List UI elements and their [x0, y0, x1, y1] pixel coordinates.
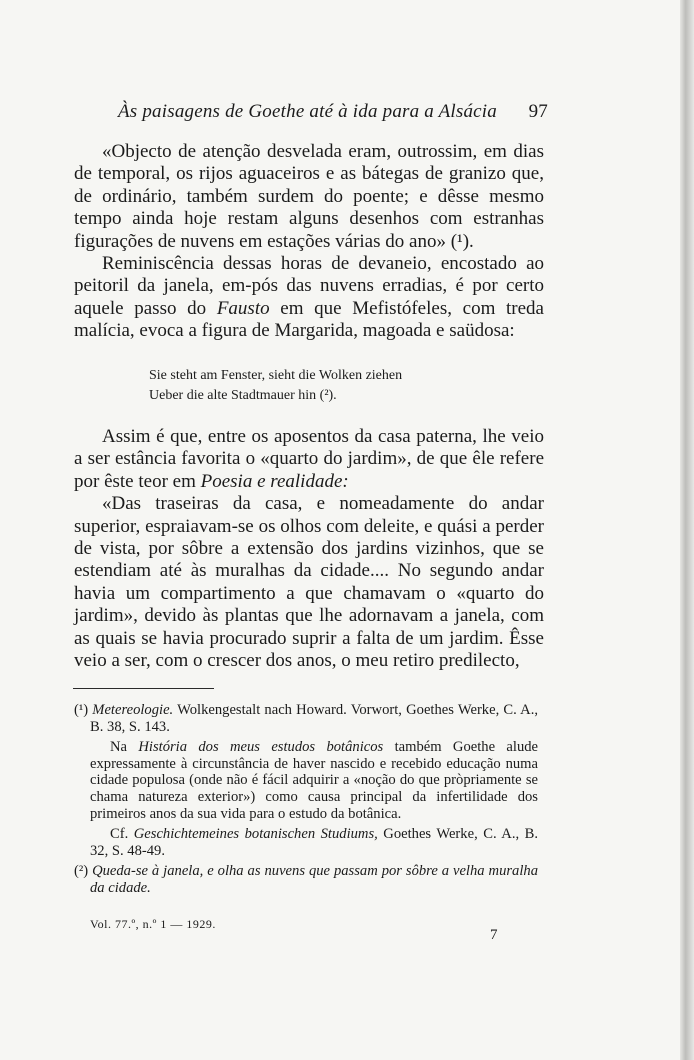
footnote-2	[74, 863, 538, 896]
verse-quotation	[149, 366, 509, 406]
paragraph-garden-room	[74, 426, 544, 493]
footnote-1-continuation	[90, 739, 538, 822]
footnote-1c-text-b: Goethes Werke, C. A., B. 32, S. 48-49.	[90, 826, 539, 859]
main-text-lower	[74, 426, 544, 672]
faust-title: Fausto	[216, 297, 270, 319]
footnotes	[74, 702, 539, 901]
footnote-1-cf	[90, 826, 538, 859]
signature-line	[90, 913, 550, 943]
main-text-upper	[74, 141, 544, 343]
footnote-2-mark: (²)	[74, 863, 89, 880]
verse-line-2: Ueber die alte Stadtmauer hin (²).	[149, 388, 337, 403]
footnote-1c-title: Geschichtemeines botanischen Studiums,	[133, 826, 378, 843]
page-number: 97	[528, 101, 548, 122]
footnote-rule	[73, 688, 214, 689]
footnote-1b-title: História dos meus estudos botânicos	[138, 739, 384, 756]
footnote-1b-text-a: Na	[110, 739, 139, 756]
footnote-1b-text-b: também Goethe alude expressamente à circunstância de haver nascido e recebido educação numa cidade populosa (onde não é fácil adquirir a «noção do que pròpriamente se chama natureza exterior») como causa principal da infertilidade dos primeiros anos da sua vida para o estudo da botânica.	[90, 739, 539, 822]
footnote-1-title: Metereologie.	[92, 702, 174, 718]
footnote-1-text: Wolkengestalt nach Howard. Vorwort, Goethes Werke, C. A., B. 38, S. 143.	[90, 702, 538, 735]
faust-text-a: Reminiscência dessas horas de devaneio, encostado ao peitoril da janela, em-pós das nuvens erradias, é por certo aquele passo do	[74, 253, 544, 319]
footnote-2-text: Queda-se à janela, e olha as nuvens que passam por sôbre a velha muralha da cidade.	[90, 863, 538, 896]
sheet-number: 7	[490, 927, 498, 943]
page-edge	[680, 0, 694, 1060]
paragraph-quote-clouds: «Objecto de atenção desvelada eram, outrossim, em dias de temporal, os rijos aguaceiros e as bátegas de granizo que, de ordinário, também surdem do poente; e dêsse mesmo tempo ainda hoje restam alguns desenhos com estranhas figurações de nuvens em estações várias do ano» (¹).	[74, 141, 544, 252]
poesia-title: Poesia e realidade:	[200, 470, 349, 492]
footnote-1-mark: (¹)	[74, 702, 89, 718]
footnote-1c-text-a: Cf.	[110, 826, 134, 843]
paragraph-house-quote: «Das traseiras da casa, e nomeadamente do andar superior, espraiavam-se os olhos com deleite, e quási a perder de vista, por sôbre a extensão dos jardins vizinhos, que se estendiam até às muralhas da cidade.... No segundo andar havia um compartimento a que chamavam o «quarto do jardim», devido às plantas que lhe adornavam a janela, com as quais se havia procurado suprir a falta de um jardim. Êsse veio a ser, com o crescer dos anos, o meu retiro predilecto,	[74, 493, 544, 672]
footnote-1	[74, 702, 538, 735]
faust-text-b: em que Mefistófeles, com treda malícia, evoca a figura de Margarida, magoada e saüdosa:	[74, 297, 544, 342]
garden-text-a: Assim é que, entre os aposentos da casa paterna, lhe veio a ser estância favorita o «quarto do jardim», de que êle refere por êste teor em	[74, 426, 544, 492]
paragraph-faust	[74, 253, 544, 343]
volume-signature: Vol. 77.º, n.º 1 — 1929.	[90, 917, 216, 931]
running-title: Às paisagens de Goethe até à ida para a Alsácia	[118, 101, 497, 122]
verse-line-1: Sie steht am Fenster, sieht die Wolken ziehen	[149, 368, 403, 383]
running-header	[118, 97, 548, 127]
